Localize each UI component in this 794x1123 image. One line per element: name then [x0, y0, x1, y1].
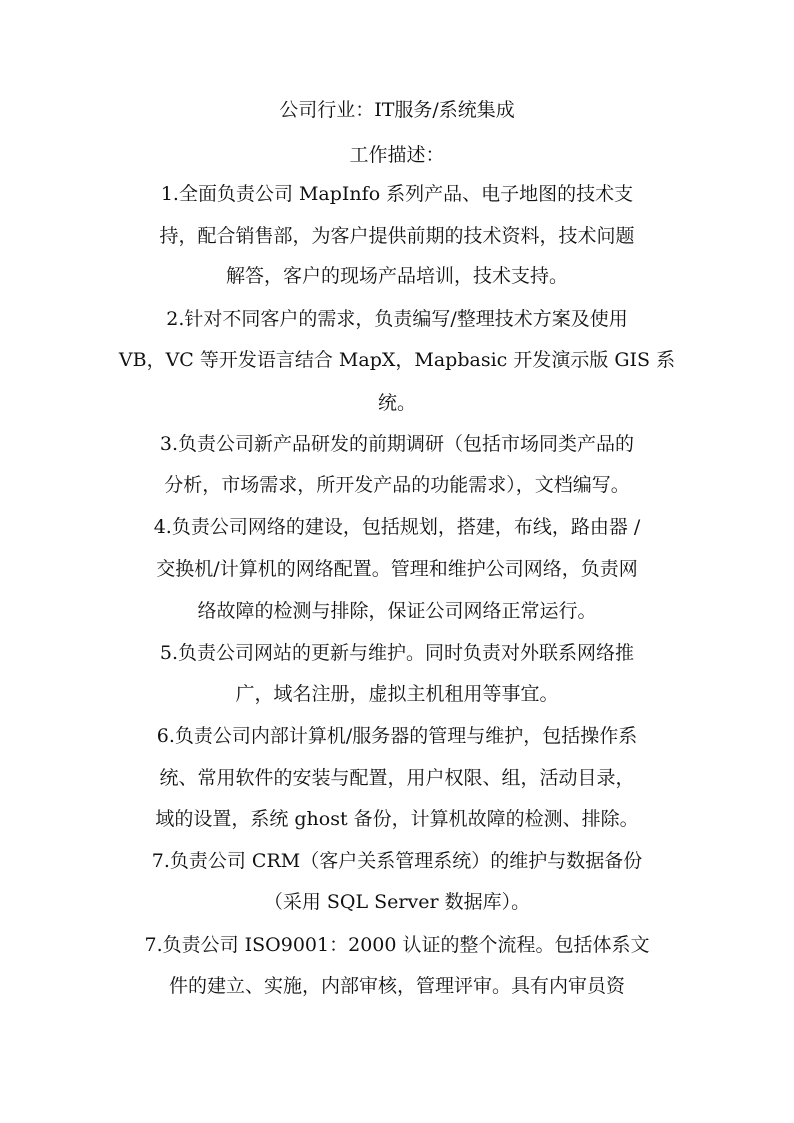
body-line: 域的设置，系统 ghost 备份，计算机故障的检测、排除。: [155, 808, 639, 830]
body-line: 交换机/计算机的网络配置。管理和维护公司网络，负责网: [156, 558, 638, 580]
body-line: 络故障的检测与排除，保证公司网络正常运行。: [197, 600, 597, 622]
body-line: 7.负责公司 CRM（客户关系管理系统）的维护与数据备份: [151, 850, 643, 872]
body-line: 统、常用软件的安装与配置，用户权限、组，活动目录，: [159, 767, 635, 789]
body-line: 广，域名注册，虚拟主机租用等事宜。: [235, 683, 559, 705]
body-line: （采用 SQL Server 数据库）。: [263, 891, 531, 913]
body-line: 5.负责公司网站的更新与维护。同时负责对外联系网络推: [159, 642, 635, 664]
body-line: 3.负责公司新产品研发的前期调研（包括市场同类产品的: [159, 433, 635, 455]
body-line: 6.负责公司内部计算机/服务器的管理与维护，包括操作系: [156, 725, 638, 747]
body-line: 持，配合销售部，为客户提供前期的技术资料，技术问题: [159, 225, 635, 247]
body-line: 统。: [377, 392, 416, 414]
body-line: 7.负责公司 ISO9001：2000 认证的整个流程。包括体系文: [144, 934, 650, 956]
body-line: 2.针对不同客户的需求，负责编写/整理技术方案及使用: [166, 308, 628, 330]
body-line: 分析，市场需求，所开发产品的功能需求），文档编写。: [164, 474, 630, 496]
description-heading: 工作描述：: [349, 144, 445, 166]
body-line: 4.负责公司网络的建设，包括规划，搭建，布线，路由器 /: [153, 516, 641, 538]
body-line: 1.全面负责公司 MapInfo 系列产品、电子地图的技术支: [160, 183, 634, 205]
body-line: 解答，客户的现场产品培训，技术支持。: [225, 265, 568, 287]
industry-line: 公司行业：IT服务/系统集成: [279, 99, 515, 121]
body-line: 件的建立、实施，内部审核，管理评审。具有内审员资: [168, 975, 625, 997]
body-line: VB，VC 等开发语言结合 MapX，Mapbasic 开发演示版 GIS 系: [118, 349, 676, 371]
